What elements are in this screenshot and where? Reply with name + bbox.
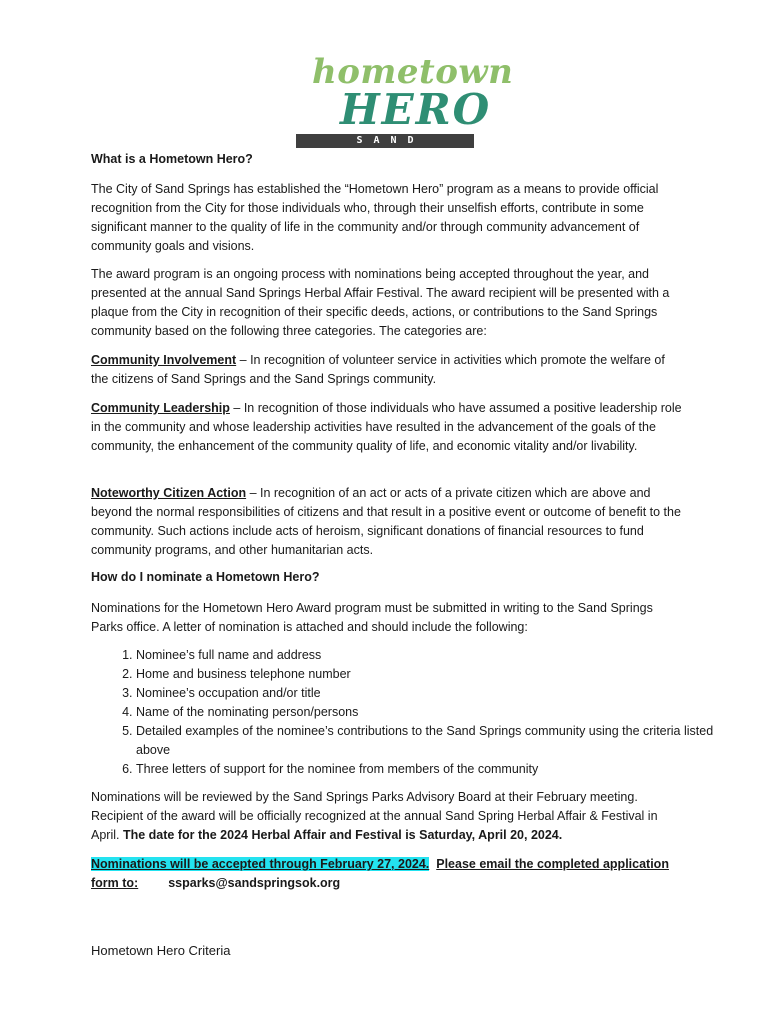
paragraph-nomination-intro: Nominations for the Hometown Hero Award program must be submitted in writing to the Sand Springs Parks office. A letter of nomination is attached and should include the following: — [91, 601, 653, 634]
category-noteworthy-citizen-action — [91, 484, 683, 560]
paragraph-review — [91, 788, 683, 845]
list-item: 3. Nominee’s occupation and/or title — [136, 684, 728, 703]
review-text: Nominations will be reviewed by the Sand Springs Parks Advisory Board at their February meeting. Recipient of the award will be officially recognized at the annual Sand Spring Herbal Affair & Festival in April. — [91, 790, 658, 842]
email-address-link[interactable]: ssparks@sandspringsok.org — [168, 876, 341, 890]
paragraph-award-program: The award program is an ongoing process with nominations being accepted throughout the year, and presented at the annual Sand Springs Herbal Affair Festival. The award recipient will be presented with a plaque from the City in recognition of their specific deeds, actions, or contributions to the Sand Springs community based on the following three categories. The categories are: — [91, 267, 670, 338]
form-to-label: form to: — [91, 876, 139, 890]
category-title: Community Involvement — [91, 353, 237, 367]
email-prompt: Please email the completed application — [436, 857, 669, 871]
logo-word-hero: HERO — [340, 85, 492, 134]
heading-what-is: What is a Hometown Hero? — [91, 152, 253, 166]
list-item: 6. Three letters of support for the nominee from members of the community — [136, 760, 728, 779]
logo-word-hometown: hometown — [312, 52, 514, 92]
category-community-leadership — [91, 399, 683, 456]
category-community-involvement — [91, 351, 683, 389]
list-item: 5. Detailed examples of the nominee’s contributions to the Sand Springs community using the criteria listed above — [136, 722, 728, 760]
nomination-requirements-list — [91, 646, 728, 779]
hometown-hero-logo — [296, 52, 514, 160]
heading-how-to-nominate: How do I nominate a Hometown Hero? — [91, 570, 320, 584]
category-text: – In recognition of those individuals who have assumed a positive leadership role in the community and whose leadership activities have resulted in the advancement of the goals of the community, the enhancement of the community quality of life, and economic vitality and/or livability. — [91, 401, 682, 453]
paragraph-intro: The City of Sand Springs has established the “Hometown Hero” program as a means to provide official recognition from the City for those individuals who, through their unselfish efforts, contribute in some significant manner to the quality of life in the community and/or through community advancement of community goals and visions. — [91, 182, 659, 253]
category-title: Noteworthy Citizen Action — [91, 486, 247, 500]
category-title: Community Leadership — [91, 401, 230, 415]
deadline-block — [91, 855, 683, 893]
list-item: 2. Home and business telephone number — [136, 665, 728, 684]
category-text: – In recognition of volunteer service in activities which promote the welfare of the citizens of Sand Springs and the Sand Springs community. — [91, 353, 665, 386]
footer-title: Hometown Hero Criteria — [91, 943, 231, 958]
category-text: – In recognition of an act or acts of a private citizen which are above and beyond the normal responsibilities of citizens and that result in a positive event or outcome of benefit to the community. Such actions include acts of heroism, significant donations of financial resources to fund community programs, and other humanitarian acts. — [91, 486, 681, 557]
list-item: 1. Nominee’s full name and address — [136, 646, 728, 665]
logo-subtitle-bar: SAND SPRINGS — [296, 134, 474, 148]
festival-date-note: The date for the 2024 Herbal Affair and Festival is Saturday, April 20, 2024. — [122, 828, 563, 842]
deadline-highlight: Nominations will be accepted through February 27, 2024. — [91, 857, 430, 871]
list-item: 4. Name of the nominating person/persons — [136, 703, 728, 722]
